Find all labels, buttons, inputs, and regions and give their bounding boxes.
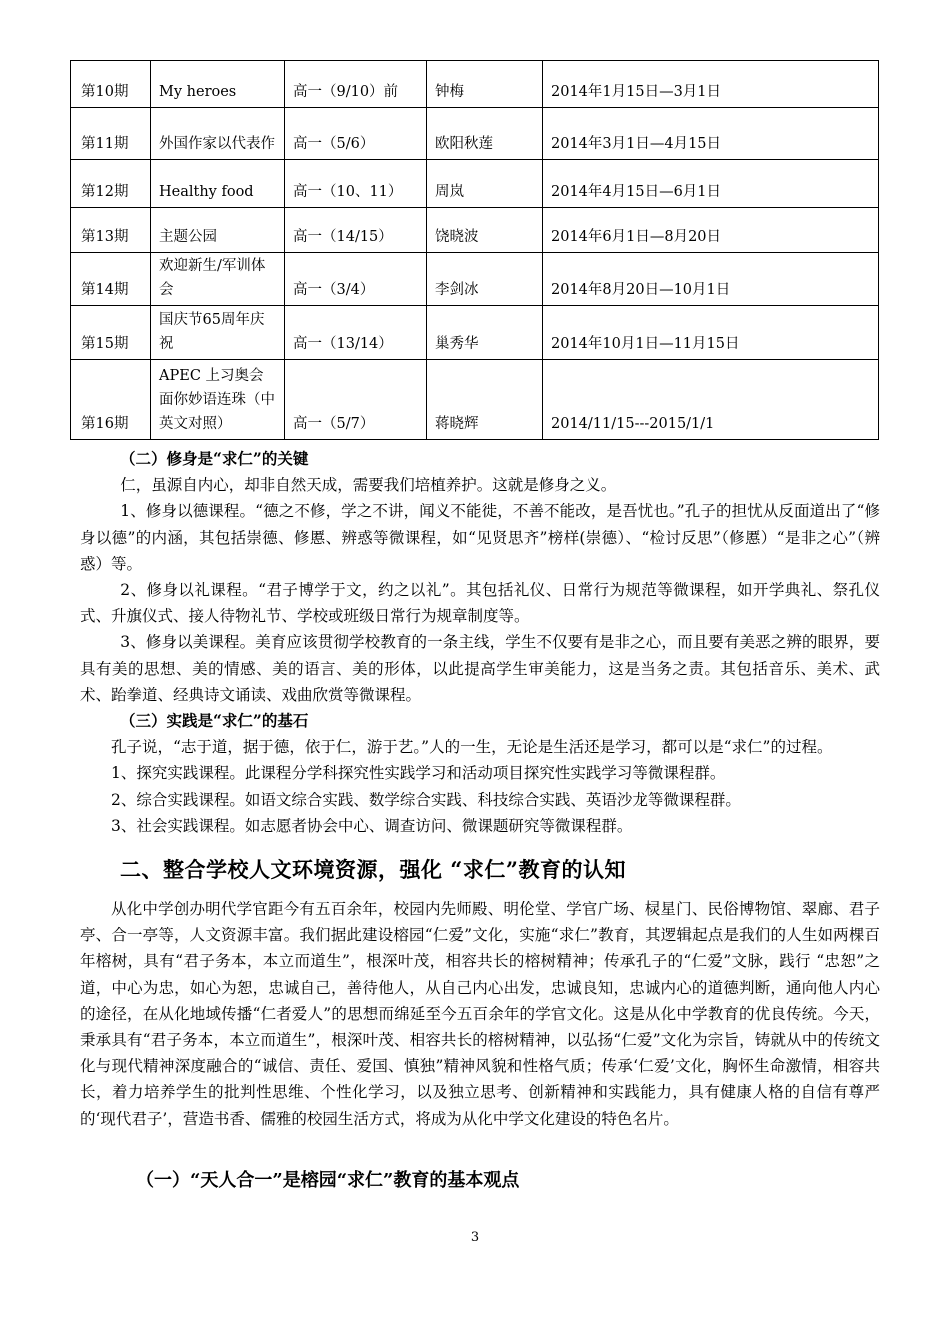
table-row [71, 61, 879, 108]
topic-cell: 主题公园 [151, 208, 285, 253]
table-row [71, 208, 879, 253]
section-heading: （三）实践是“求仁”的基石 [120, 711, 309, 731]
class-cell: 高一（13/14） [285, 306, 427, 360]
period-cell: 2014年3月1日—4月15日 [543, 108, 879, 160]
period-cell: 2014年6月1日—8月20日 [543, 208, 879, 253]
teacher-cell: 巢秀华 [427, 306, 543, 360]
teacher-cell: 欧阳秋莲 [427, 108, 543, 160]
period-cell: 2014年1月15日—3月1日 [543, 61, 879, 108]
teacher-cell: 钟梅 [427, 61, 543, 108]
topic-cell: APEC 上习奥会面你妙语连珠（中英文对照） [151, 360, 285, 440]
period-cell: 2014年10月1日—11月15日 [543, 306, 879, 360]
topic-cell: My heroes [151, 61, 285, 108]
teacher-cell: 李剑冰 [427, 253, 543, 306]
topic-cell: Healthy food [151, 160, 285, 208]
table-row [71, 160, 879, 208]
issue-cell: 第16期 [71, 360, 151, 440]
issue-cell: 第12期 [71, 160, 151, 208]
issue-cell: 第10期 [71, 61, 151, 108]
subsection-heading: （一）“天人合一”是榕园“求仁”教育的基本观点 [136, 1170, 520, 1191]
paragraph: 1、探究实践课程。此课程分学科探究性实践学习和活动项目探究性实践学习等微课程群。 [111, 764, 726, 783]
table-row [71, 253, 879, 306]
page-number: 3 [470, 1230, 480, 1245]
teacher-cell: 周岚 [427, 160, 543, 208]
section-heading: （二）修身是“求仁”的关键 [120, 449, 309, 468]
part-heading: 二、整合学校人文环境资源，强化 “求仁”教育的认知 [120, 857, 626, 882]
table-row [71, 360, 879, 440]
class-cell: 高一（5/6） [285, 108, 427, 160]
topic-cell: 外国作家以代表作 [151, 108, 285, 160]
class-cell: 高一（10、11） [285, 160, 427, 208]
paragraph: 2、修身以礼课程。“君子博学于文，约之以礼”。其包括礼仪、日常行为规范等微课程，如开学典礼、祭孔仪式、升旗仪式、接人待物礼节、学校或班级日常行为规章制度等。 [80, 581, 880, 626]
table-row [71, 108, 879, 160]
paragraph: 3、修身以美课程。美育应该贯彻学校教育的一条主线，学生不仅要有是非之心，而且要有美恶之辨的眼界，要具有美的思想、美的情感、美的语言、美的形体，以此提高学生审美能力，这是当务之责。其包括音乐、美术、武术、跆拳道、经典诗文诵读、戏曲欣赏等微课程。 [80, 633, 880, 704]
topic-cell: 欢迎新生/军训体会 [151, 253, 285, 306]
paragraph: 孔子说，“志于道，据于德，依于仁，游于艺。”人的一生，无论是生活还是学习，都可以是“求仁”的过程。 [111, 738, 833, 757]
teacher-cell: 蒋晓辉 [427, 360, 543, 440]
class-cell: 高一（3/4） [285, 253, 427, 306]
issue-cell: 第11期 [71, 108, 151, 160]
issue-cell: 第13期 [71, 208, 151, 253]
teacher-cell: 饶晓波 [427, 208, 543, 253]
paragraph: 3、社会实践课程。如志愿者协会中心、调查访问、微课题研究等微课程群。 [111, 816, 633, 835]
paragraph: 2、综合实践课程。如语文综合实践、数学综合实践、科技综合实践、英语沙龙等微课程群。 [111, 790, 741, 809]
class-cell: 高一（5/7） [285, 360, 427, 440]
period-cell: 2014年4月15日—6月1日 [543, 160, 879, 208]
paragraph: 仁，虽源自内心，却非自然天成，需要我们培植养护。这就是修身之义。 [120, 476, 617, 495]
schedule-table [70, 60, 879, 440]
issue-cell: 第14期 [71, 253, 151, 306]
class-cell: 高一（9/10）前 [285, 61, 427, 108]
paragraph: 1、修身以德课程。“德之不修，学之不讲，闻义不能徙，不善不能改，是吾忧也。”孔子的担忧从反面道出了“修身以德”的内涵，其包括崇德、修慝、辨惑等微课程，如“见贤思齐”榜样(崇德）、“检讨反思”（修慝）“是非之心”（辨惑）等。 [80, 502, 880, 573]
class-cell: 高一（14/15） [285, 208, 427, 253]
period-cell: 2014年8月20日—10月1日 [543, 253, 879, 306]
part-2-body [80, 896, 880, 1132]
topic-cell: 国庆节65周年庆祝 [151, 306, 285, 360]
issue-cell: 第15期 [71, 306, 151, 360]
table-row [71, 306, 879, 360]
section-2 [80, 446, 880, 839]
period-cell: 2014/11/15---2015/1/1 [543, 360, 879, 440]
paragraph: 从化中学创办明代学官距今有五百余年，校园内先师殿、明伦堂、学官广场、棂星门、民俗博物馆、翠廊、君子亭、合一亭等，人文资源丰富。我们据此建设榕园“仁爱”文化，实施“求仁”教育，其逻辑起点是我们的人生如两棵百年榕树，具有“君子务本，本立而道生”，根深叶茂，相容共长的榕树精神；传承孔子的“仁爱”文脉，践行 “忠恕”之道，中心为忠，如心为恕，忠诚自己，善待他人，从自己内心出发，忠诚良知，忠诚内心的道德判断，通向他人内心的途径，在从化地域传播“仁者爱人”的思想而绵延至今五百余年的学官文化。这是从化中学教育的优良传统。今天，秉承具有“君子务本，本立而道生”，根深叶茂、相容共长的榕树精神，以弘扬“仁爱”文化为宗旨，铸就从中的传统文化与现代精神深度融合的“诚信、责任、爱国、慎独”精神风貌和性格气质；传承‘仁爱’文化，胸怀生命激情，相容共长，着力培养学生的批判性思维、个性化学习，以及独立思考、创新精神和实践能力，具有健康人格的自信有尊严的‘现代君子’，营造书香、儒雅的校园生活方式，将成为从化中学文化建设的特色名片。 [80, 900, 880, 1128]
